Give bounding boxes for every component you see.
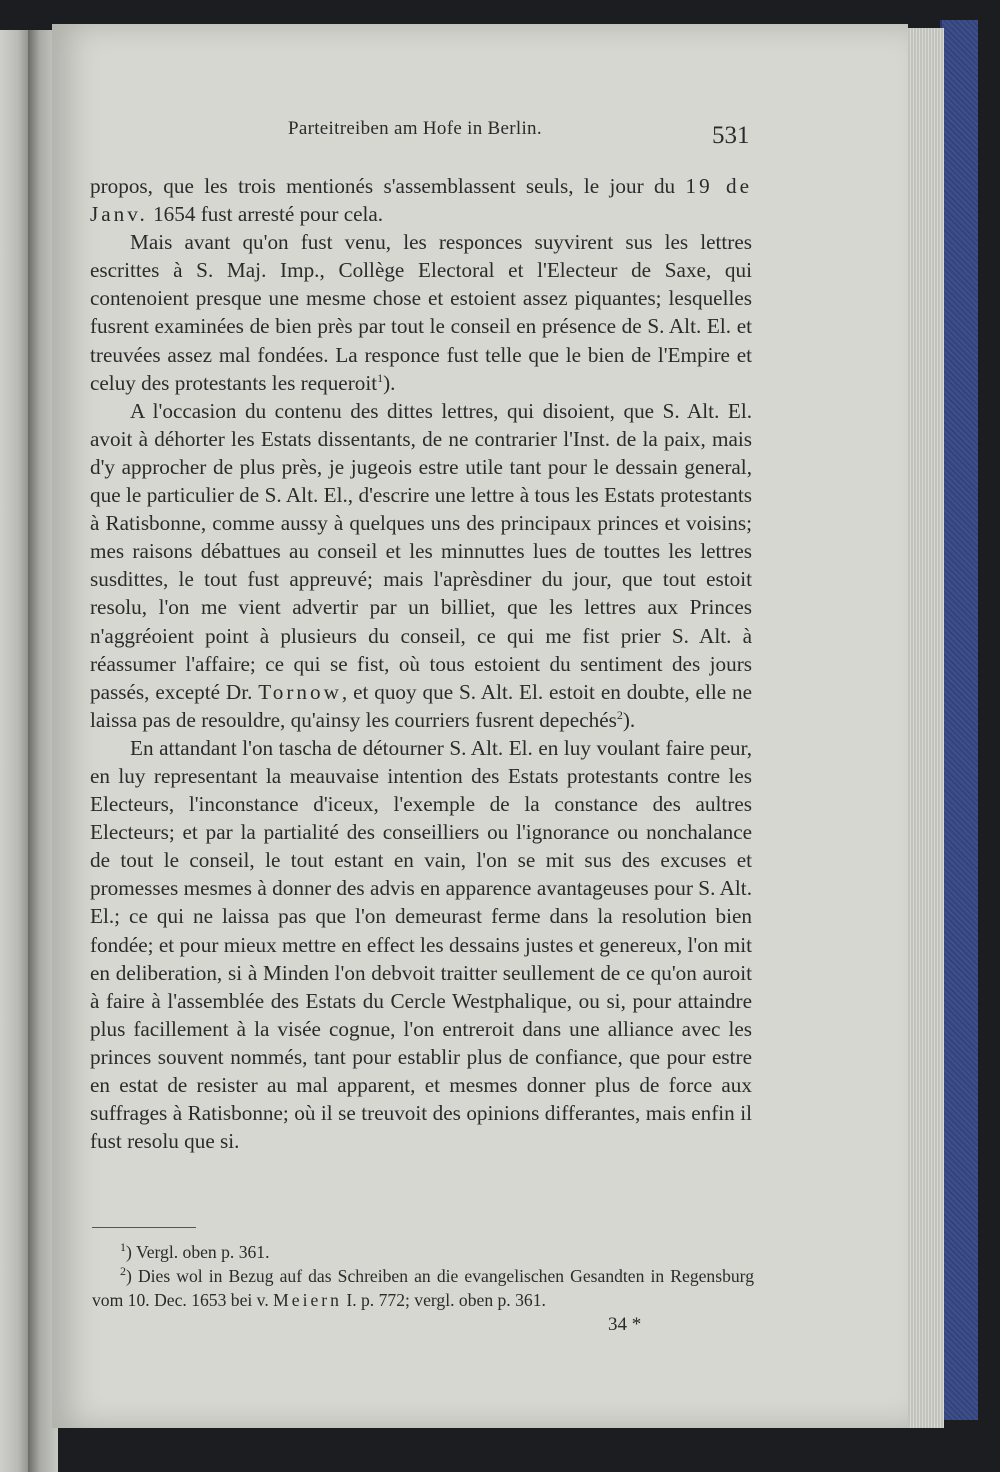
paragraph-2-end: ). — [383, 370, 396, 395]
book-cover-edge — [940, 20, 978, 1420]
footnotes — [92, 1240, 754, 1312]
paragraph-3 — [90, 397, 752, 734]
paragraph-3-end: ). — [622, 707, 636, 732]
paragraph-4-text: En attandant l'on tascha de détourner S. Alt. El. en luy voulant faire peur, en luy representant la meauvaise intention des Estats protestants contre les Electeurs, l'inconstance d'iceux, l'exemple de la constance des aultres Electeurs; et par la partialité des conseilliers ou l'ignorance ou nonchalance de tout le conseil, le tout estant en vain, l'on se mit sus des excuses et promesses mesmes à donner des advis en apparence avantageuses pour S. Alt. El.; ce qui ne laissa pas que l'on demeurast ferme dans la resolution bien fondée; et pour mieux mettre en effect les dessains justes et genereux, l'on mit en deliberation, si à Minden l'on debvoit traitter seullement de ce qu'on auroit à faire à l'assemblée des Estats du Cercle Westphalique, ou si, pour attaindre plus facillement à la visée cognue, l'on entreroit dans une alliance avec les princes souvent nommés, tant pour establir plus de confiance, que pour estre en estat de resister au mal apparent, et mesmes donner plus de force aux suffrages à Ratisbonne; où il se treuvoit des opinions differantes, mais enfin il fust resolu que si. — [90, 735, 752, 1154]
footnote-2 — [92, 1264, 754, 1312]
footnote-2-text: ) Dies wol in Bezug auf das Schreiben an die evangelischen Gesandten in Regensburg vom 10. Dec. 1653 bei v. — [92, 1266, 754, 1310]
paragraph-3-name: Tornow — [258, 679, 342, 704]
paragraph-1-date: 19 de Janv. — [90, 174, 752, 227]
body-text — [90, 172, 752, 1155]
paragraph-3-text: A l'occasion du contenu des dittes lettres, qui disoient, que S. Alt. El. avoit à déhorter les Estats dissentants, de ne contrarier l'Inst. de la paix, mais d'y approcher de plus près, je jugeois estre utile tant pour le dessain general, que le particulier de S. Alt. El., d'escrire une lettre à tous les Estats protestants à Ratisbonne, comme aussy à quelques uns des principaux princes et voisins; mes raisons débattues au conseil et les minnuttes lues de touttes les lettres susdittes, le tout fust appreuvé; mais l'aprèsdiner du jour, que tout estoit resolu, l'on me vient advertir par un billiet, que les lettres aux Princes n'aggréoient point à plusieurs du conseil, ce qui me fist prier S. Alt. à réassumer l'affaire; ce qui se fist, où tous estoient du sentiment des jours passés, excepté Dr. — [90, 398, 752, 704]
paragraph-3-text-b: , et quoy que S. Alt. El. estoit en doubte, elle ne laissa pas de resouldre, qu'ainsy les courriers fusrent depechés — [90, 679, 753, 732]
page-number: 531 — [712, 122, 750, 149]
paragraph-1 — [90, 172, 752, 228]
book-page — [52, 24, 908, 1428]
paragraph-2 — [90, 228, 752, 397]
left-page-edge — [0, 30, 30, 1472]
running-header: Parteitreiben am Hofe in Berlin. — [288, 118, 542, 139]
footnote-rule — [92, 1227, 196, 1228]
footnote-2-name: Meiern — [273, 1290, 342, 1310]
footnote-1-mark: 1 — [120, 1240, 126, 1255]
footnote-ref-2: 2 — [616, 707, 623, 722]
paragraph-1-text: propos, que les trois mentionés s'assemblassent seuls, le jour du — [90, 174, 676, 198]
signature-mark: 34 * — [608, 1314, 642, 1335]
paragraph-2-text: Mais avant qu'on fust venu, les responces suyvirent sus les lettres escrittes à S. Maj. Imp., Collège Electoral et l'Electeur de Saxe, qui contenoient presque une mesme chose et estoient assez piquantes; lesquelles fusrent examinées de bien près par tout le conseil en présence de S. Alt. El. et treuvées assez mal fondées. La responce fust telle que le bien de l'Empire et celuy des protestants les requeroit — [90, 230, 752, 395]
paragraph-4 — [90, 734, 752, 1155]
footnote-1-text: ) Vergl. oben p. 361. — [126, 1242, 270, 1262]
page-stack-edges — [904, 28, 944, 1428]
footnote-2-mark: 2 — [120, 1264, 126, 1279]
footnote-2-text-b: I. p. 772; vergl. oben p. 361. — [346, 1290, 546, 1310]
footnote-1 — [92, 1240, 754, 1264]
paragraph-1-end: 1654 fust arresté pour cela. — [153, 202, 384, 227]
footnote-ref-1: 1 — [377, 370, 384, 385]
